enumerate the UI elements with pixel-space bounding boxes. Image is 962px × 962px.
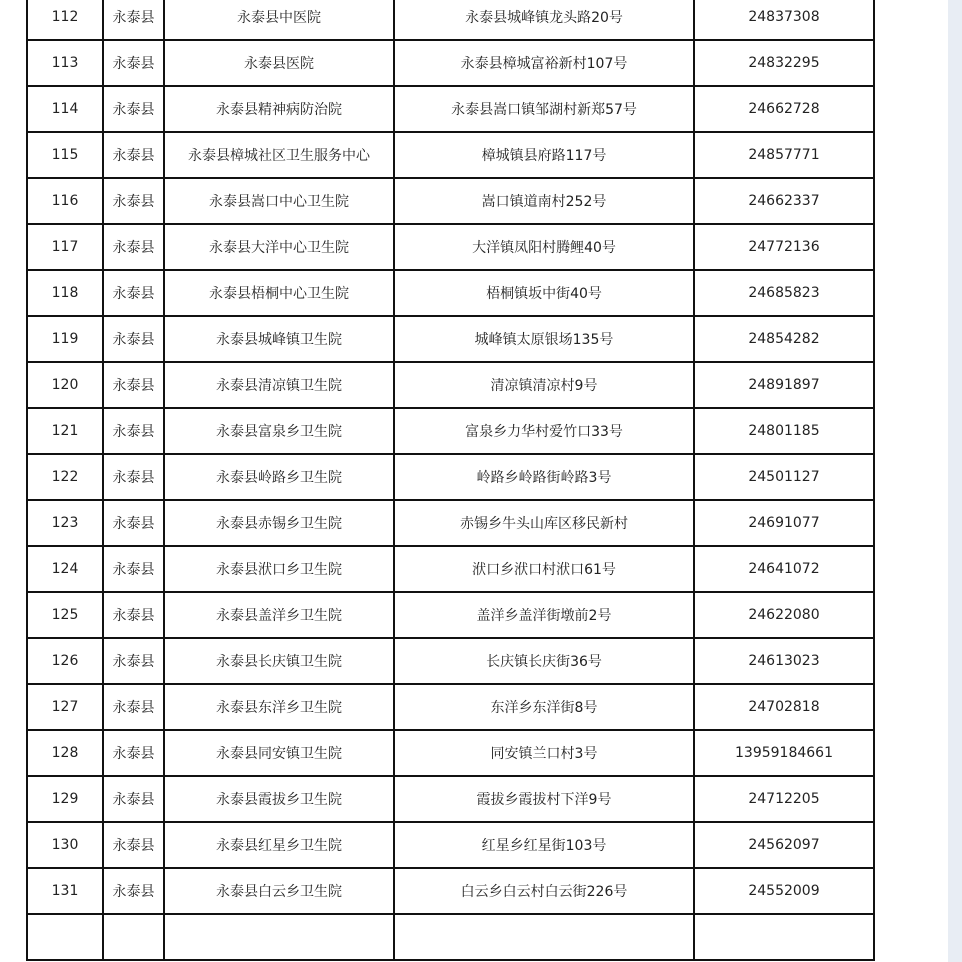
phone-cell: 24712205 [694, 776, 874, 822]
institution-name-cell: 永泰县长庆镇卫生院 [164, 638, 394, 684]
table-row [27, 868, 874, 914]
table-row [27, 178, 874, 224]
address-cell: 清凉镇清凉村9号 [394, 362, 694, 408]
county-cell: 永泰县 [103, 132, 164, 178]
row-number-cell: 117 [27, 224, 103, 270]
table-row [27, 592, 874, 638]
phone-cell: 24702818 [694, 684, 874, 730]
row-number-cell: 129 [27, 776, 103, 822]
phone-cell: 24622080 [694, 592, 874, 638]
county-cell: 永泰县 [103, 546, 164, 592]
address-cell: 大洋镇凤阳村腾鲤40号 [394, 224, 694, 270]
address-cell: 东洋乡东洋街8号 [394, 684, 694, 730]
table-row [27, 362, 874, 408]
row-number-cell: 127 [27, 684, 103, 730]
hospital-table-container [26, 0, 875, 961]
institution-name-cell: 永泰县梧桐中心卫生院 [164, 270, 394, 316]
phone-cell: 24891897 [694, 362, 874, 408]
institution-name-cell: 永泰县嵩口中心卫生院 [164, 178, 394, 224]
row-number-cell: 118 [27, 270, 103, 316]
phone-cell: 24685823 [694, 270, 874, 316]
table-row [27, 546, 874, 592]
county-cell: 永泰县 [103, 40, 164, 86]
hospital-table-body [27, 0, 874, 960]
county-cell: 永泰县 [103, 730, 164, 776]
row-number-cell: 113 [27, 40, 103, 86]
table-row [27, 408, 874, 454]
address-cell: 永泰县嵩口镇邹湖村新郑57号 [394, 86, 694, 132]
phone-cell: 24857771 [694, 132, 874, 178]
institution-name-cell: 永泰县洑口乡卫生院 [164, 546, 394, 592]
table-row [27, 132, 874, 178]
address-cell: 岭路乡岭路街岭路3号 [394, 454, 694, 500]
address-cell: 红星乡红星街103号 [394, 822, 694, 868]
county-cell: 永泰县 [103, 270, 164, 316]
county-cell [103, 914, 164, 960]
phone-cell: 24801185 [694, 408, 874, 454]
county-cell: 永泰县 [103, 638, 164, 684]
phone-cell: 24691077 [694, 500, 874, 546]
address-cell: 永泰县樟城富裕新村107号 [394, 40, 694, 86]
phone-cell: 24552009 [694, 868, 874, 914]
address-cell: 城峰镇太原银场135号 [394, 316, 694, 362]
address-cell: 同安镇兰口村3号 [394, 730, 694, 776]
county-cell: 永泰县 [103, 822, 164, 868]
row-number-cell: 122 [27, 454, 103, 500]
county-cell: 永泰县 [103, 592, 164, 638]
phone-cell: 24832295 [694, 40, 874, 86]
county-cell: 永泰县 [103, 776, 164, 822]
table-row [27, 454, 874, 500]
row-number-cell: 125 [27, 592, 103, 638]
address-cell: 霞拔乡霞拔村下洋9号 [394, 776, 694, 822]
institution-name-cell: 永泰县东洋乡卫生院 [164, 684, 394, 730]
institution-name-cell: 永泰县红星乡卫生院 [164, 822, 394, 868]
phone-cell: 24641072 [694, 546, 874, 592]
table-row [27, 776, 874, 822]
address-cell: 洑口乡洑口村洑口61号 [394, 546, 694, 592]
row-number-cell: 123 [27, 500, 103, 546]
institution-name-cell: 永泰县城峰镇卫生院 [164, 316, 394, 362]
table-row [27, 684, 874, 730]
county-cell: 永泰县 [103, 224, 164, 270]
row-number-cell: 119 [27, 316, 103, 362]
table-row [27, 914, 874, 960]
institution-name-cell: 永泰县樟城社区卫生服务中心 [164, 132, 394, 178]
institution-name-cell: 永泰县同安镇卫生院 [164, 730, 394, 776]
row-number-cell: 124 [27, 546, 103, 592]
phone-cell: 24613023 [694, 638, 874, 684]
phone-cell: 24562097 [694, 822, 874, 868]
address-cell: 长庆镇长庆街36号 [394, 638, 694, 684]
table-row [27, 500, 874, 546]
phone-cell [694, 914, 874, 960]
institution-name-cell: 永泰县中医院 [164, 0, 394, 40]
table-row [27, 730, 874, 776]
row-number-cell: 112 [27, 0, 103, 40]
institution-name-cell: 永泰县富泉乡卫生院 [164, 408, 394, 454]
row-number-cell [27, 914, 103, 960]
address-cell: 梧桐镇坂中街40号 [394, 270, 694, 316]
institution-name-cell: 永泰县医院 [164, 40, 394, 86]
address-cell: 赤锡乡牛头山库区移民新村 [394, 500, 694, 546]
page-scroll-gutter [948, 0, 962, 962]
institution-name-cell: 永泰县大洋中心卫生院 [164, 224, 394, 270]
county-cell: 永泰县 [103, 0, 164, 40]
county-cell: 永泰县 [103, 868, 164, 914]
address-cell: 永泰县城峰镇龙头路20号 [394, 0, 694, 40]
table-row [27, 40, 874, 86]
row-number-cell: 116 [27, 178, 103, 224]
address-cell: 盖洋乡盖洋街墩前2号 [394, 592, 694, 638]
phone-cell: 24854282 [694, 316, 874, 362]
table-row [27, 224, 874, 270]
county-cell: 永泰县 [103, 178, 164, 224]
address-cell [394, 914, 694, 960]
table-row [27, 638, 874, 684]
row-number-cell: 130 [27, 822, 103, 868]
table-row [27, 822, 874, 868]
county-cell: 永泰县 [103, 454, 164, 500]
table-row [27, 0, 874, 40]
row-number-cell: 128 [27, 730, 103, 776]
address-cell: 富泉乡力华村爱竹口33号 [394, 408, 694, 454]
phone-cell: 24501127 [694, 454, 874, 500]
county-cell: 永泰县 [103, 684, 164, 730]
phone-cell: 24837308 [694, 0, 874, 40]
institution-name-cell: 永泰县岭路乡卫生院 [164, 454, 394, 500]
county-cell: 永泰县 [103, 500, 164, 546]
county-cell: 永泰县 [103, 86, 164, 132]
table-row [27, 86, 874, 132]
phone-cell: 24662728 [694, 86, 874, 132]
institution-name-cell: 永泰县白云乡卫生院 [164, 868, 394, 914]
institution-name-cell [164, 914, 394, 960]
institution-name-cell: 永泰县霞拔乡卫生院 [164, 776, 394, 822]
table-row [27, 316, 874, 362]
institution-name-cell: 永泰县盖洋乡卫生院 [164, 592, 394, 638]
county-cell: 永泰县 [103, 408, 164, 454]
address-cell: 嵩口镇道南村252号 [394, 178, 694, 224]
table-row [27, 270, 874, 316]
row-number-cell: 115 [27, 132, 103, 178]
address-cell: 白云乡白云村白云街226号 [394, 868, 694, 914]
row-number-cell: 114 [27, 86, 103, 132]
county-cell: 永泰县 [103, 362, 164, 408]
row-number-cell: 121 [27, 408, 103, 454]
institution-name-cell: 永泰县清凉镇卫生院 [164, 362, 394, 408]
phone-cell: 13959184661 [694, 730, 874, 776]
row-number-cell: 126 [27, 638, 103, 684]
address-cell: 樟城镇县府路117号 [394, 132, 694, 178]
row-number-cell: 120 [27, 362, 103, 408]
institution-name-cell: 永泰县精神病防治院 [164, 86, 394, 132]
row-number-cell: 131 [27, 868, 103, 914]
county-cell: 永泰县 [103, 316, 164, 362]
phone-cell: 24772136 [694, 224, 874, 270]
hospital-table [26, 0, 875, 961]
phone-cell: 24662337 [694, 178, 874, 224]
institution-name-cell: 永泰县赤锡乡卫生院 [164, 500, 394, 546]
